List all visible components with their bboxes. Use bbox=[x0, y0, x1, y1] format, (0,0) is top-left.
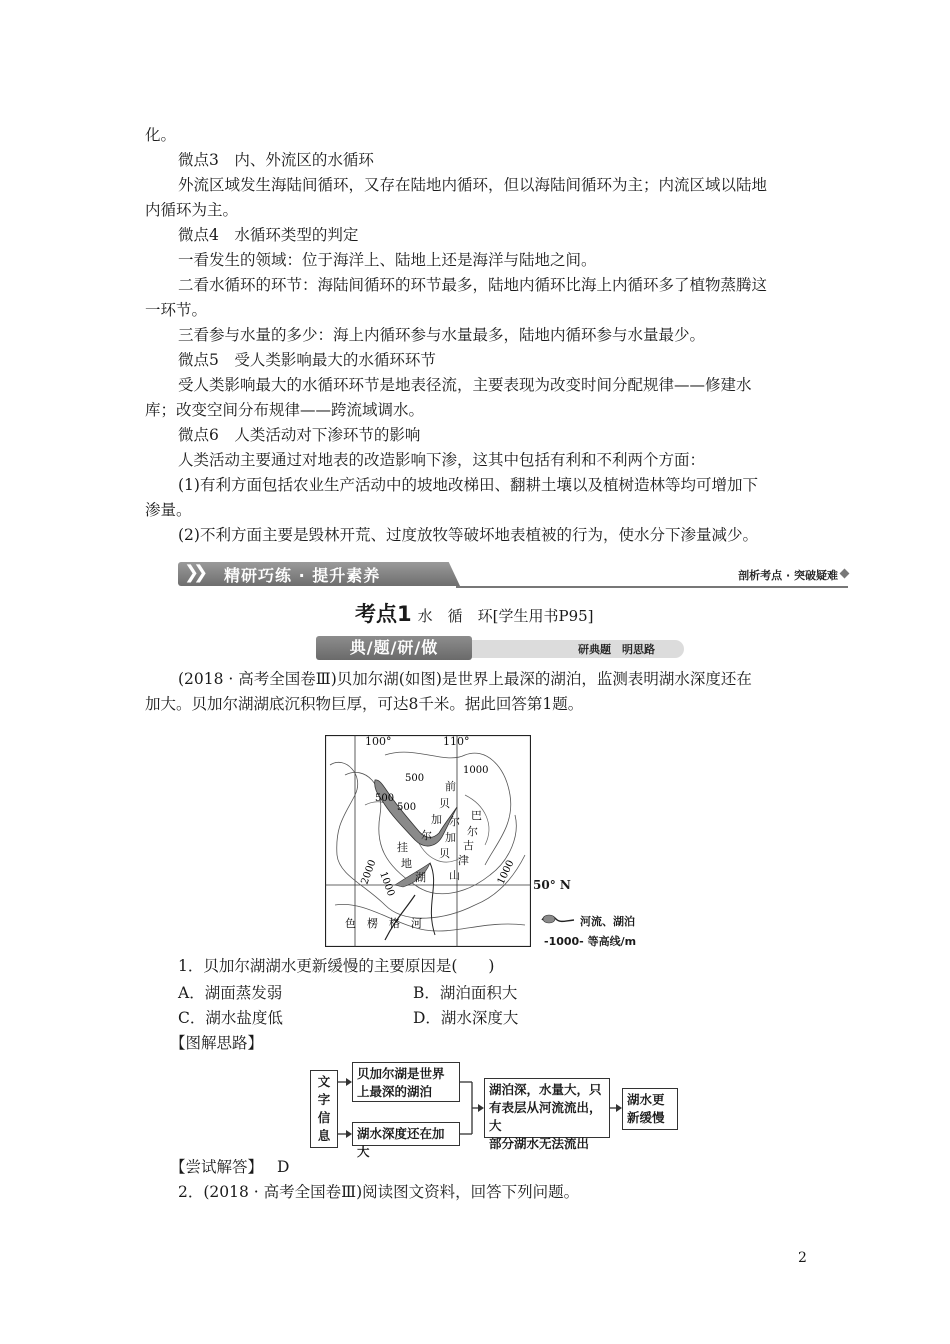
map-lon-label: 100° bbox=[365, 735, 392, 748]
sub-banner-subtitle: 研典题 明思路 bbox=[578, 643, 655, 656]
place-char: 挂 bbox=[397, 841, 408, 854]
place-char: 加 bbox=[431, 813, 442, 826]
place-char: 尔 bbox=[449, 815, 460, 828]
place-char: 加 bbox=[445, 831, 456, 844]
place-char: 津 bbox=[458, 854, 469, 867]
reasoning-flowchart bbox=[310, 1060, 680, 1159]
contour-label: 1000 bbox=[377, 870, 397, 898]
kaodian-text: 水 循 环[学生用书P95] bbox=[417, 607, 594, 625]
flow-text: 贝加尔湖是世界 bbox=[357, 1066, 445, 1081]
place-char: 地 bbox=[401, 857, 412, 870]
legend-contour: -1000- 等高线/m bbox=[544, 935, 637, 948]
place-char: 古 bbox=[463, 839, 474, 852]
text-line: 三看参与水量的多少：海上内循环参与水量最多，陆地内循环参与水量最少。 bbox=[178, 326, 706, 344]
contour-label: 500 bbox=[405, 773, 425, 784]
text-line: 人类活动主要通过对地表的改造影响下渗，这其中包括有利和不利两个方面： bbox=[178, 451, 706, 469]
text-line: 库；改变空间分布规律——跨流域调水。 bbox=[145, 401, 425, 419]
text-line: 一看发生的领域：位于海洋上、陆地上还是海洋与陆地之间。 bbox=[178, 251, 597, 269]
banner-rule bbox=[456, 586, 848, 588]
kaodian-label: 考点1 bbox=[355, 602, 412, 626]
place-char: 尔 bbox=[467, 825, 478, 838]
map-lat-label: 50° N bbox=[533, 878, 571, 892]
question-intro: (2018 · 高考全国卷Ⅲ)贝加尔湖(如图)是世界上最深的湖泊，监测表明湖水深度还在 bbox=[178, 670, 752, 688]
text-line: 外流区域发生海陆间循环，又存在陆地内循环，但以海陆间循环为主；内流区域以陆地 bbox=[178, 176, 768, 194]
lake-river-icon bbox=[540, 913, 576, 927]
flow-text: 部分湖水无法流出 bbox=[489, 1136, 590, 1151]
option-b: B．湖泊面积大 bbox=[413, 984, 518, 1002]
place-char: 巴 bbox=[471, 809, 482, 822]
place-char: 贝 bbox=[439, 797, 450, 810]
text-line: (2)不利方面主要是毁林开荒、过度放牧等破坏地表植被的行为，使水分下渗量减少。 bbox=[178, 526, 758, 544]
section-heading: 微点5 受人类影响最大的水循环环节 bbox=[178, 351, 436, 369]
answer-label: 【尝试解答】 bbox=[170, 1158, 264, 1176]
text-line: 渗量。 bbox=[145, 501, 192, 519]
place-char: 尔 bbox=[421, 829, 432, 842]
flow-char: 信 bbox=[317, 1110, 331, 1125]
text-line: 二看水循环的环节：海陆间循环的环节最多，陆地内循环比海上内循环多了植物蒸腾这 bbox=[178, 276, 768, 294]
place-char: 湖 bbox=[415, 871, 426, 884]
kaodian-heading bbox=[355, 598, 594, 628]
question-intro: 加大。贝加尔湖湖底沉积物巨厚，可达8千米。据此回答第1题。 bbox=[145, 695, 584, 713]
text-line: 受人类影响最大的水循环环节是地表径流，主要表现为改变时间分配规律——修建水 bbox=[178, 376, 752, 394]
section-banner bbox=[178, 560, 848, 590]
answer-value: D bbox=[277, 1158, 290, 1176]
text-line: 内循环为主。 bbox=[145, 201, 239, 219]
tujie-label: 【图解思路】 bbox=[170, 1034, 264, 1052]
answer-line bbox=[170, 1156, 289, 1178]
place-char: 贝 bbox=[439, 847, 450, 860]
question-stem: 2．(2018 · 高考全国卷Ⅲ)阅读图文资料，回答下列问题。 bbox=[178, 1183, 580, 1201]
section-heading: 微点6 人类活动对下渗环节的影响 bbox=[178, 426, 421, 444]
text-line: (1)有利方面包括农业生产活动中的坡地改梯田、翻耕土壤以及植树造林等均可增加下 bbox=[178, 476, 758, 494]
flow-text: 有表层从河流流出，大 bbox=[489, 1100, 602, 1133]
flow-box-fact-2 bbox=[352, 1122, 460, 1159]
place-char: 前 bbox=[445, 780, 456, 793]
contour-label: 500 bbox=[397, 802, 417, 813]
flow-char: 文 bbox=[317, 1074, 331, 1089]
contour-label: 2000 bbox=[359, 858, 379, 887]
flow-text: 湖水深度还在加大 bbox=[357, 1126, 445, 1159]
option-c: C．湖水盐度低 bbox=[178, 1009, 283, 1027]
baikal-map bbox=[325, 735, 531, 947]
river-name: 色 楞 格 河 bbox=[345, 917, 422, 930]
flow-box-conclusion bbox=[622, 1088, 678, 1130]
flow-text: 湖泊深，水量大，只 bbox=[489, 1082, 602, 1097]
flow-box-fact-1 bbox=[352, 1062, 460, 1102]
contour-label: 1000 bbox=[463, 765, 489, 776]
map-lon-label: 110° bbox=[443, 735, 470, 748]
flow-box-reason bbox=[484, 1078, 610, 1151]
flow-char: 息 bbox=[317, 1128, 331, 1143]
chevron-right-icon: ❯❯ bbox=[184, 562, 203, 583]
sub-banner bbox=[316, 636, 684, 662]
place-char: 山 bbox=[449, 869, 460, 882]
sub-banner-title: 典/题/研/做 bbox=[316, 636, 472, 660]
legend-river: 河流、湖泊 bbox=[580, 915, 635, 928]
flow-text: 上最深的湖泊 bbox=[357, 1084, 433, 1099]
flow-char: 字 bbox=[317, 1092, 331, 1107]
section-heading: 微点4 水循环类型的判定 bbox=[178, 226, 359, 244]
option-a: A．湖面蒸发弱 bbox=[178, 984, 283, 1002]
diamond-icon bbox=[840, 569, 850, 579]
banner-subtitle: 剖析考点 · 突破疑难 bbox=[738, 569, 838, 582]
flow-text: 湖水更 bbox=[627, 1092, 665, 1107]
flow-box-text-info bbox=[310, 1070, 338, 1148]
section-heading: 微点3 内、外流区的水循环 bbox=[178, 151, 374, 169]
banner-title: 精研巧练 · 提升素养 bbox=[224, 566, 381, 585]
page-number: 2 bbox=[798, 1250, 807, 1266]
flow-text: 新缓慢 bbox=[627, 1110, 665, 1125]
text-line: 一环节。 bbox=[145, 301, 208, 319]
question-stem: 1．贝加尔湖湖水更新缓慢的主要原因是( ) bbox=[178, 957, 495, 975]
map-legend bbox=[540, 911, 660, 951]
contour-label: 500 bbox=[375, 793, 395, 804]
contour-label: 1000 bbox=[495, 858, 517, 887]
text-line: 化。 bbox=[145, 126, 177, 144]
option-d: D．湖水深度大 bbox=[413, 1009, 519, 1027]
